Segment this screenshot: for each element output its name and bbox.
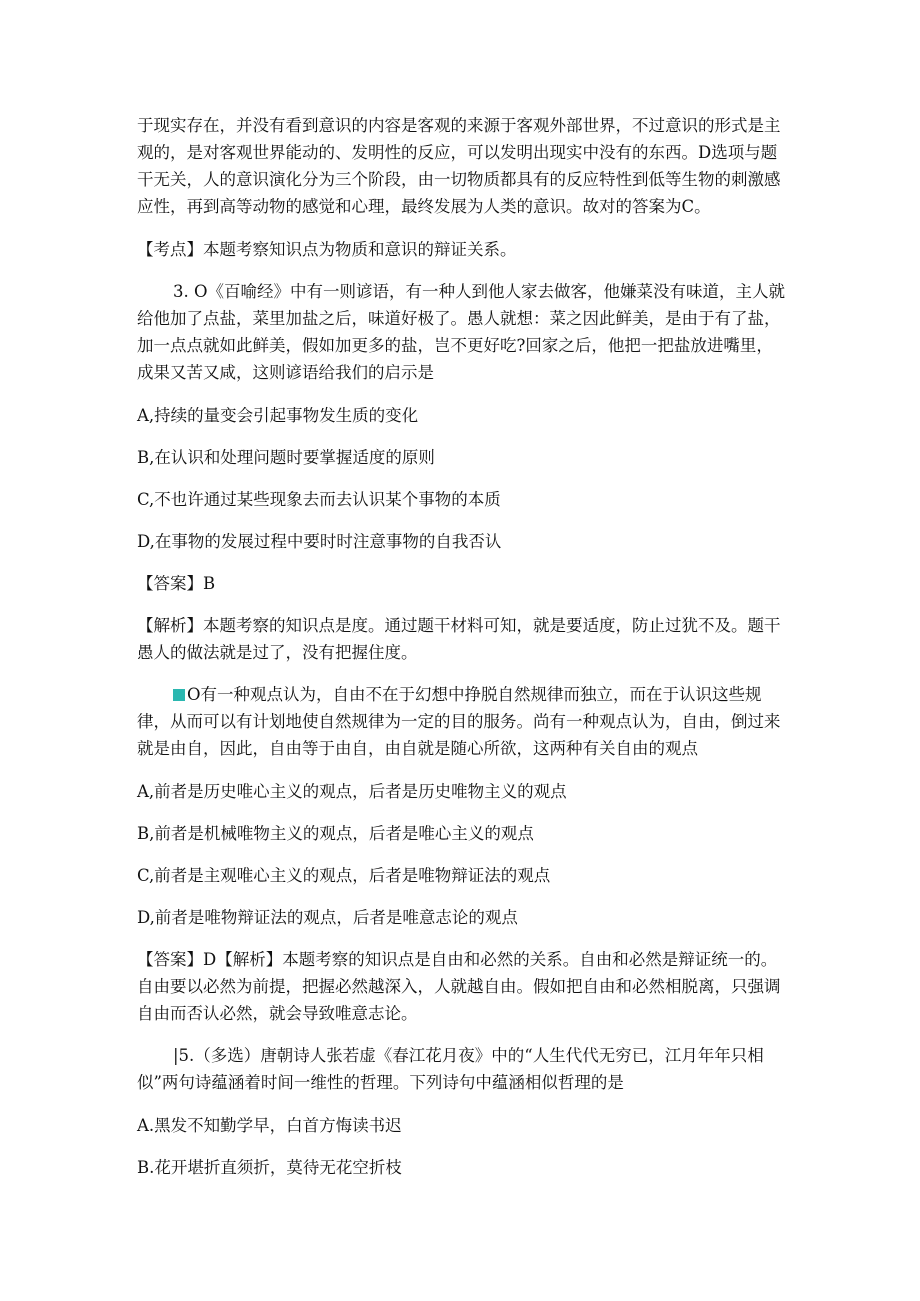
question-3-option-c: C,不也许通过某些现象去而去认识某个事物的本质 [137, 490, 501, 509]
question-3-analysis: 【解析】本题考察的知识点是度。通过题干材料可知，就是要适度，防止过犹不及。题干愚人的做法就是过了，没有把握住度。 [137, 616, 781, 662]
question-4-option-a: A,前者是历史唯心主义的观点，后者是历史唯物主义的观点 [137, 782, 567, 801]
question-5-option-a: A.黑发不知勤学早，白首方悔读书迟 [137, 1116, 402, 1135]
question-4-option-b: B,前者是机械唯物主义的观点，后者是唯心主义的观点 [137, 824, 534, 843]
kaodian-note: 【考点】本题考察知识点为物质和意识的辩证关系。 [137, 240, 517, 259]
question-3-stem: 3. O《百喻经》中有一则谚语，有一种人到他人家去做客，他嫌菜没有味道，主人就给他加了点盐，菜里加盐之后，味道好极了。愚人就想：菜之因此鲜美，是由于有了盐，加一点点就如此鲜美，假如加更多的盐，岂不更好吃?回家之后，他把一把盐放进嘴里，成果又苦又咸，这则谚语给我们的启示是 [137, 282, 786, 382]
question-4-answer-analysis: 【答案】D【解析】本题考察的知识点是自由和必然的关系。自由和必然是辩证统一的。自由要以必然为前提，把握必然越深入，人就越自由。假如把自由和必然相脱离，只强调自由而否认必然，就会导致唯意志论。 [137, 950, 781, 1023]
question-3-answer: 【答案】B [137, 574, 216, 593]
question-5-option-b: B.花开堪折直须折，莫待无花空折枝 [137, 1158, 402, 1177]
paragraph-continuation: 于现实存在，并没有看到意识的内容是客观的来源于客观外部世界，不过意识的形式是主观的，是对客观世界能动的、发明性的反应，可以发明出现实中没有的东西。D选项与题干无关，人的意识演化分为三个阶段，由一切物质都具有的反应特性到低等生物的刺激感应性，再到高等动物的感觉和心理，最终发展为人类的意识。故对的答案为C。 [137, 116, 781, 216]
question-4-stem: O有一种观点认为，自由不在于幻想中挣脱自然规律而独立，而在于认识这些规律，从而可以有计划地使自然规律为一定的目的服务。尚有一种观点认为，自由，倒过来就是由自，因此，自由等于由自，由自就是随心所欲，这两种有关自由的观点 [137, 685, 781, 758]
question-5-stem: |5.（多选）唐朝诗人张若虚《春江花月夜》中的“人生代代无穷已，江月年年只相似”两句诗蕴涵着时间一维性的哲理。下列诗句中蕴涵相似哲理的是 [137, 1046, 764, 1092]
question-3-option-d: D,在事物的发展过程中要时时注意事物的自我否认 [137, 532, 502, 551]
question-4-option-c: C,前者是主观唯心主义的观点，后者是唯物辩证法的观点 [137, 866, 551, 885]
question-3-option-b: B,在认识和处理问题时要掌握适度的原则 [137, 448, 435, 467]
question-3-option-a: A,持续的量变会引起事物发生质的变化 [137, 406, 419, 425]
question-4-block [137, 681, 787, 762]
highlight-marker-icon [173, 689, 185, 701]
question-4-option-d: D,前者是唯物辩证法的观点，后者是唯意志论的观点 [137, 908, 518, 927]
